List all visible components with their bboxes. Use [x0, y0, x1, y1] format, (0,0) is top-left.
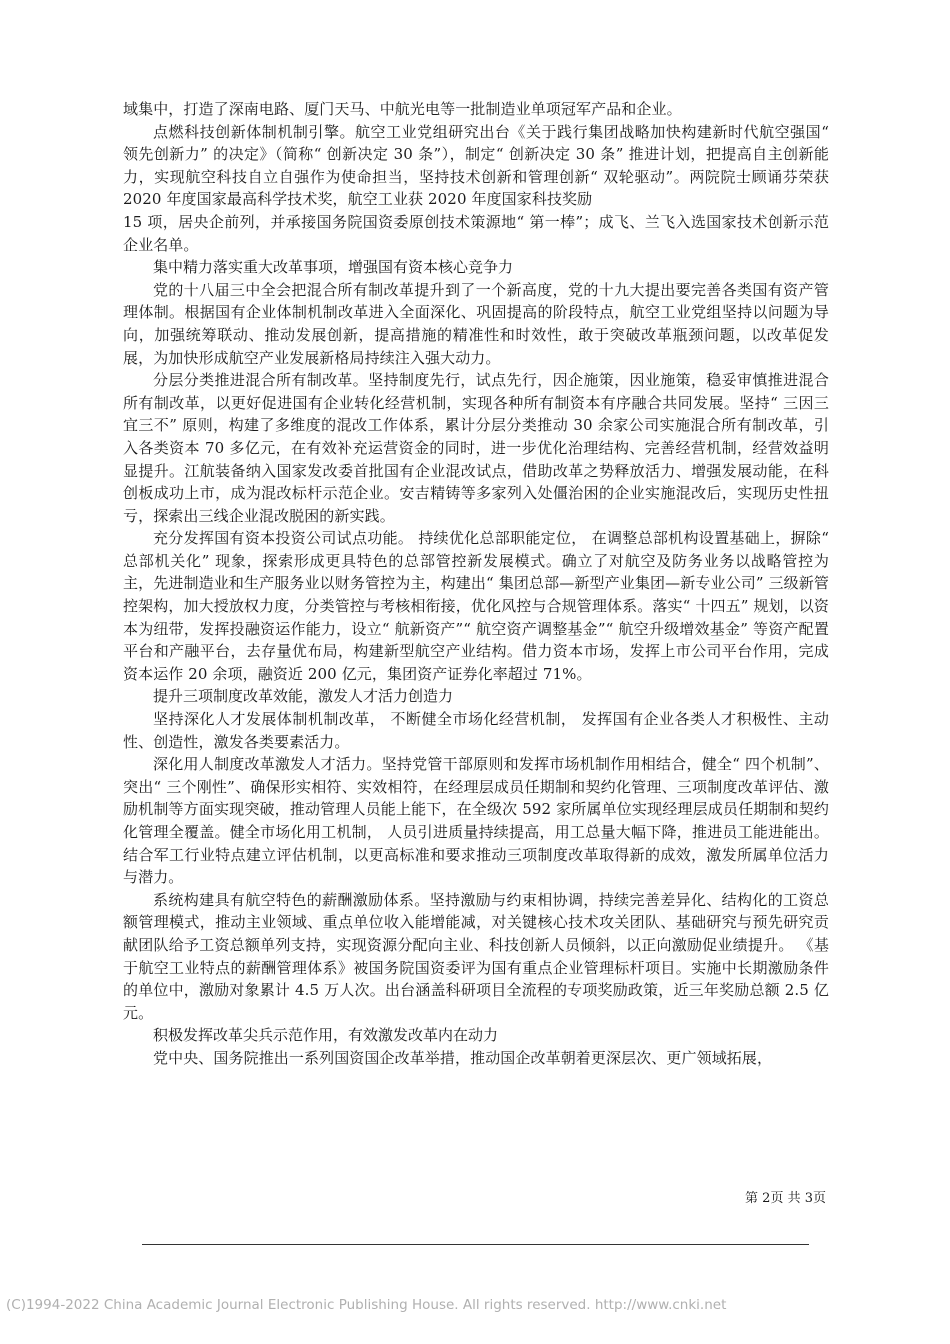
footer-divider	[142, 1244, 809, 1245]
paragraph-6: 充分发挥国有资本投资公司试点功能。 持续优化总部职能定位， 在调整总部机构设置基础上，摒除“ 总部机关化” 现象，探索形成更具特色的总部管控新发展模式。确立了对航空及防务业务以战略管控为主，先进制造业和生产服务业以财务管控为主，构建出“ 集团总部—新型产业集团—新专业公司” 三级新管控架构，加大授放权力度，分类管控与考核相衔接，优化风控与合规管理体系。落实“ 十四五” 规划，以资本为纽带，发挥投融资运作能力，设立“ 航新资产”“ 航空资产调整基金”“ 航空升级增效基金” 等资产配置平台和产融平台，去存量优布局，构建新型航空产业结构。借力资本市场，发挥上市公司平台作用，完成资本运作 20 余项，融资近 200 亿元，集团资产证券化率超过 71%。	[123, 529, 829, 683]
article-body	[123, 98, 829, 1070]
copyright-watermark: (C)1994-2022 China Academic Journal Electronic Publishing House. All rights reserved. http://www.cnki.net	[6, 1297, 727, 1313]
section-heading-2: 提升三项制度改革效能，激发人才活力创造力	[153, 687, 454, 706]
paragraph-7: 坚持深化人才发展体制机制改革， 不断健全市场化经营机制， 发挥国有企业各类人才积极性、主动性、创造性，激发各类要素活力。	[123, 710, 829, 751]
paragraph-2: 点燃科技创新体制机制引擎。航空工业党组研究出台《关于践行集团战略加快构建新时代航空强国“ 领先创新力” 的决定》（简称“ 创新决定 30 条”），制定“ 创新决定 30 条” 推进计划，把提高自主创新能力，实现航空科技自立自强作为使命担当，坚持技术创新和管理创新“ 双轮驱动”。两院院士顾诵芬荣获 2020 年度国家最高科学技术奖，航空工业获 2020 年度国家科技奖励	[123, 122, 829, 209]
paragraph-9: 系统构建具有航空特色的薪酬激励体系。坚持激励与约束相协调，持续完善差异化、结构化的工资总额管理模式，推动主业领域、重点单位收入能增能减，对关键核心技术攻关团队、基础研究与预先研究贡献团队给予工资总额单列支持，实现资源分配向主业、科技创新人员倾斜，以正向激励促业绩提升。 《基于航空工业特点的薪酬管理体系》被国务院国资委评为国有重点企业管理标杆项目。实施中长期激励条件的单位中，激励对象累计 4.5 万人次。出台涵盖科研项目全流程的专项奖励政策，近三年奖励总额 2.5 亿元。	[123, 890, 829, 1022]
paragraph-4: 党的十八届三中全会把混合所有制改革提升到了一个新高度，党的十九大提出要完善各类国有资产管理体制。根据国有企业体制机制改革进入全面深化、巩固提高的阶段特点，航空工业党组坚持以问题为导向，加强统筹联动、推动发展创新，提高措施的精准性和时效性，敢于突破改革瓶颈问题，以改革促发展，为加快形成航空产业发展新格局持续注入强大动力。	[123, 280, 829, 367]
paragraph-10: 党中央、国务院推出一系列国资国企改革举措，推动国企改革朝着更深层次、更广领域拓展，	[153, 1048, 773, 1067]
page-number: 第 2页 共 3页	[745, 1191, 826, 1206]
section-heading-1: 集中精力落实重大改革事项，增强国有资本核心竞争力	[153, 258, 514, 277]
paragraph-1: 域集中，打造了深南电路、厦门天马、中航光电等一批制造业单项冠军产品和企业。	[123, 100, 682, 118]
paragraph-5: 分层分类推进混合所有制改革。坚持制度先行，试点先行，因企施策，因业施策，稳妥审慎推进混合所有制改革，以更好促进国有企业转化经营机制，实现各种所有制资本有序融合共同发展。坚持“ 三因三宜三不” 原则，构建了多维度的混改工作体系，累计分层分类推动 30 余家公司实施混合所有制改革，引入各类资本 70 多亿元，在有效补充运营资金的同时，进一步优化治理结构、完善经营机制，经营效益明显提升。江航装备纳入国家发改委首批国有企业混改试点，借助改革之势释放活力、增强发展动能，在科创板成功上市，成为混改标杆示范企业。安吉精铸等多家列入处僵治困的企业实施混改后，实现历史性扭亏，探索出三线企业混改脱困的新实践。	[123, 371, 829, 525]
paragraph-3: 15 项，居央企前列，并承接国务院国资委原创技术策源地“ 第一棒”；成飞、兰飞入选国家技术创新示范企业名单。	[123, 212, 829, 254]
paragraph-8: 深化用人制度改革激发人才活力。坚持党管干部原则和发挥市场机制作用相结合，健全“ 四个机制”、突出“ 三个刚性”、确保形实相符、实效相符，在经理层成员任期制和契约化管理、三项制度改革评估、激励机制等方面实现突破，推动管理人员能上能下，在全级次 592 家所属单位实现经理层成员任期制和契约化管理全覆盖。健全市场化用工机制， 人员引进质量持续提高，用工总量大幅下降，推进员工能进能出。结合军工行业特点建立评估机制，以更高标准和要求推动三项制度改革取得新的成效，激发所属单位活力与潜力。	[123, 755, 829, 887]
section-heading-3: 积极发挥改革尖兵示范作用，有效激发改革内在动力	[153, 1026, 499, 1045]
